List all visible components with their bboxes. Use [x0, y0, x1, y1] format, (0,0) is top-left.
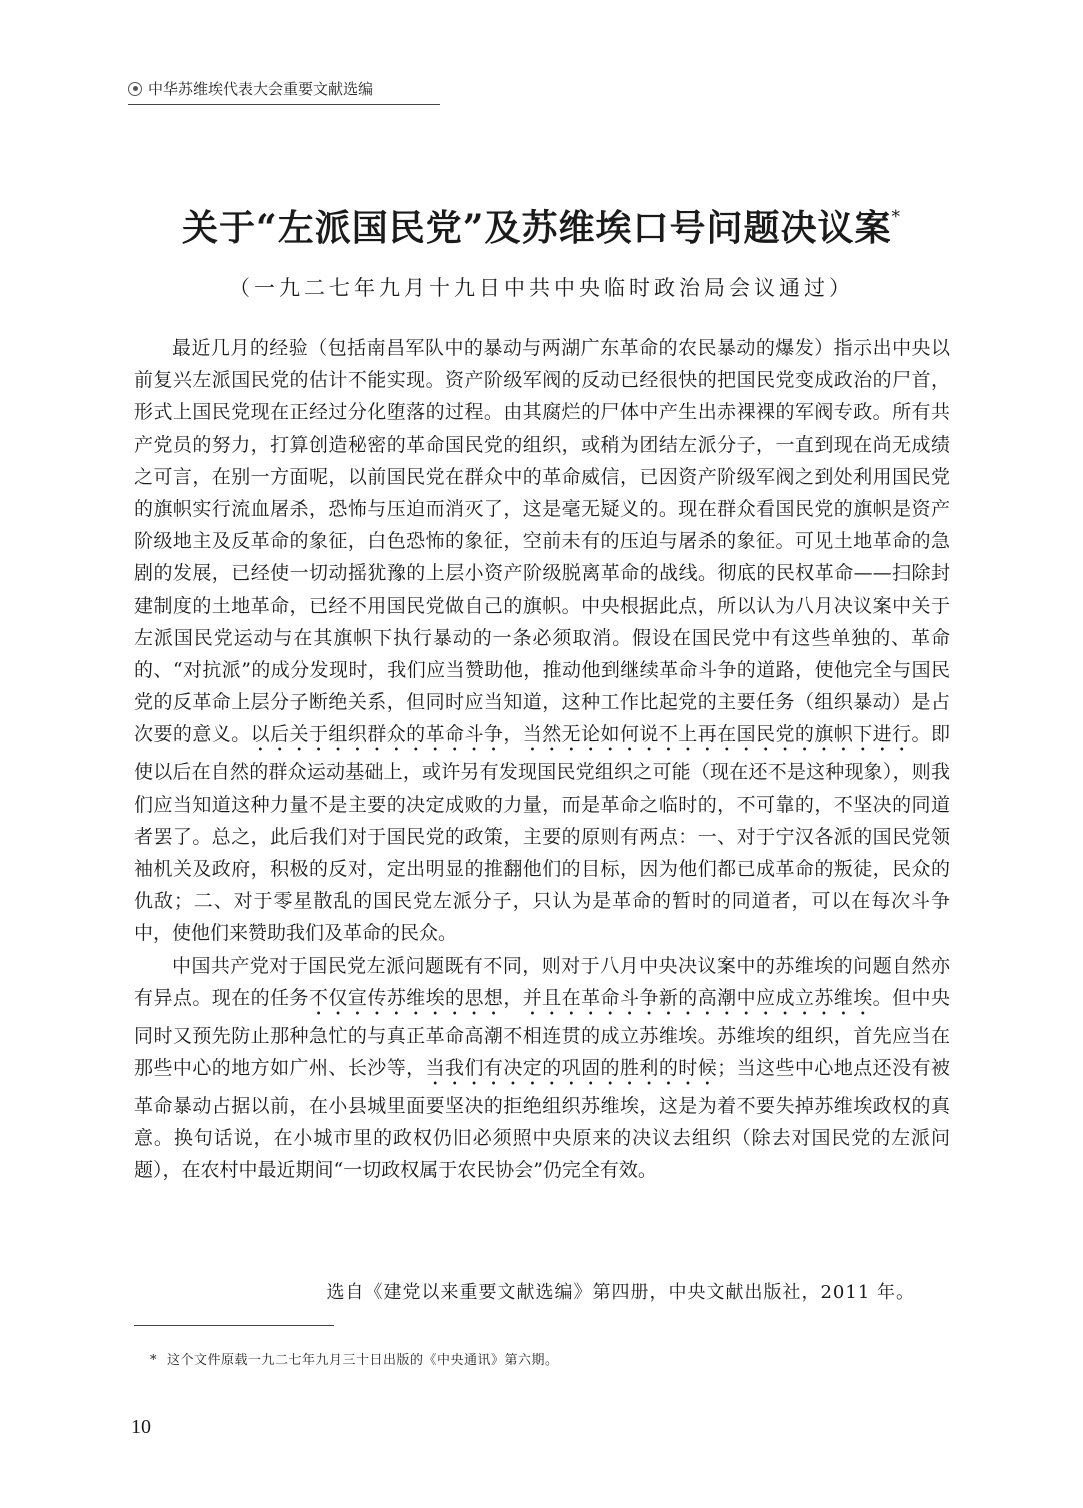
footnote-text: 这个文件原载一九二七年九月三十日出版的《中央通讯》第六期。 [167, 1353, 559, 1368]
footnote [150, 1349, 559, 1368]
source-citation: 选自《建党以来重要文献选编》第四册，中央文献出版社，2011 年。 [326, 1282, 915, 1303]
body-text [134, 332, 950, 1187]
circle-dot-icon [128, 82, 142, 96]
document-title [0, 200, 1083, 251]
emphasized-text: 以后关于组织群众的革命斗争，当然无论如何说不上再在国民党的旗帜下进行 [250, 723, 912, 746]
paragraph-2-part-5: ；当这些中心地点还没有被革命暴动占据以前，在小县城里面要坚决的拒绝组织苏维埃，这是为着不要失掉苏维埃政权的真意。换句话说，在小城市里的政权仍旧必须照中央原来的决议去组织（除去对国民党的左派问题），在农村中最近期间“一切政权属于农民协会”仍完全有效。 [134, 1057, 950, 1182]
paragraph-2-part-3: 。但中央同时又预先防止那种急忙的与真正革命高潮不相连贯的成立苏维埃。苏维埃的组织，首先应当在那些中心的地方如广州、长沙等， [134, 986, 950, 1080]
paragraph-1 [134, 332, 950, 950]
page-number: 10 [131, 1416, 151, 1438]
paragraph-1-part-3: 。即使以后在自然的群众运动基础上，或许另有发现国民党组织之可能（现在还不是这种现象），则我们应当知道这种力量不是主要的决定成败的力量，而是革命之临时的，不可靠的，不坚决的同道者罢了。总之，此后我们对于国民党的政策，主要的原则有两点：一、对于宁汉各派的国民党领袖机关及政府，积极的反对，定出明显的推翻他们的目标，因为他们都已成革命的叛徒，民众的仇敌；二、对于零星散乱的国民党左派分子，只认为是革命的暂时的同道者，可以在每次斗争中，使他们来赞助我们及革命的民众。 [134, 723, 950, 945]
paragraph-2 [134, 950, 950, 1187]
document-subtitle: （一九二七年九月十九日中共中央临时政治局会议通过） [229, 276, 854, 300]
paragraph-2-part-1: 中国共产党对于国民党左派问题既有不同，则对于八月中央决议案中的苏维埃的问题自然亦有异点。现在的任务 [134, 954, 950, 1009]
title-footnote-mark: * [891, 207, 901, 227]
emphasized-text: 当我们有决定的巩固的胜利的时候 [425, 1057, 718, 1080]
header-rule [128, 104, 440, 105]
footnote-mark: * [150, 1353, 157, 1368]
emphasized-text: 不仅宣传苏维埃的思想，并且在革命斗争新的高潮中应成立苏维埃 [308, 986, 873, 1009]
paragraph-1-part-1: 最近几月的经验（包括南昌军队中的暴动与两湖广东革命的农民暴动的爆发）指示出中央以前复兴左派国民党的估计不能实现。资产阶级军阀的反动已经很快的把国民党变成政治的尸首，形式上国民党现在正经过分化堕落的过程。由其腐烂的尸体中产生出赤裸裸的军阀专政。所有共产党员的努力，打算创造秘密的革命国民党的组织，或稍为团结左派分子，一直到现在尚无成绩之可言，在别一方面呢，以前国民党在群众中的革命威信，已因资产阶级军阀之到处利用国民党的旗帜实行流血屠杀，恐怖与压迫而消灭了，这是毫无疑义的。现在群众看国民党的旗帜是资产阶级地主及反革命的象征，白色恐怖的象征，空前未有的压迫与屠杀的象征。可见土地革命的急剧的发展，已经使一切动摇犹豫的上层小资产阶级脱离革命的战线。彻底的民权革命——扫除封建制度的土地革命，已经不用国民党做自己的旗帜。中央根据此点，所以认为八月决议案中关于左派国民党运动与在其旗帜下执行暴动的一条必须取消。假设在国民党中有这些单独的、革命的、“对抗派”的成分发现时，我们应当赞助他，推动他到继续革命斗争的道路，使他完全与国民党的反革命上层分子断绝关系，但同时应当知道，这种工作比起党的主要任务（组织暴动）是占次要的意义。 [134, 337, 950, 746]
footnote-rule [134, 1325, 334, 1326]
title-text: 关于“左派国民党”及苏维埃口号问题决议案 [182, 207, 892, 249]
running-header-text: 中华苏维埃代表大会重要文献选编 [148, 80, 374, 98]
running-header [128, 78, 373, 99]
